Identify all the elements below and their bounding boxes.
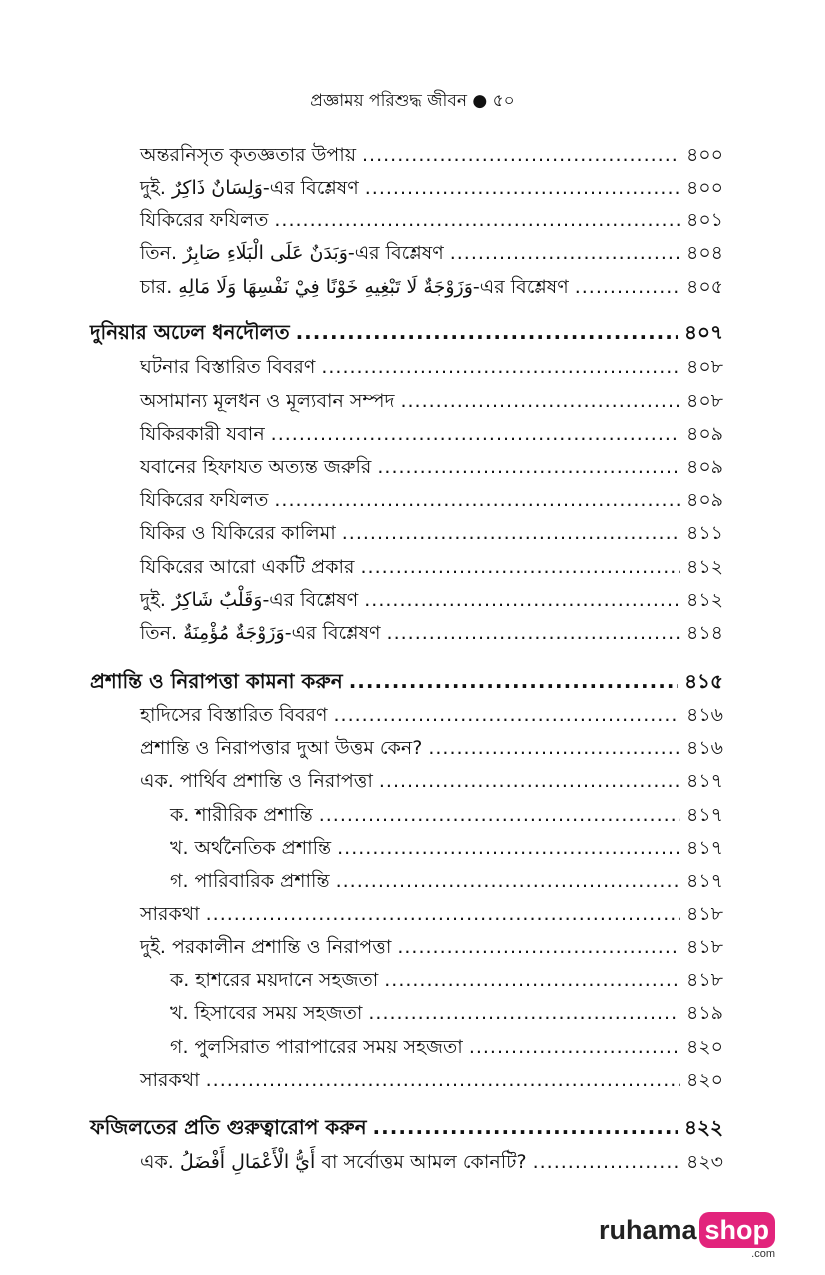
toc-entry-title: গ. পারিবারিক প্রশান্তি [170,870,330,892]
toc-entry-title: ফজিলতের প্রতি গুরুত্বারোপ করুন [90,1115,367,1139]
toc-page-number: ৪০৯ [685,456,723,478]
toc-entry-row [140,272,723,302]
toc-page-number: ৪১৮ [686,903,723,925]
toc-page-number: ৪১৮ [686,969,723,991]
toc-dot-leader [373,1112,678,1142]
toc-page-number: ৪০৪ [685,242,723,264]
toc-dot-leader [450,238,680,268]
toc-dot-leader [365,173,680,203]
toc-entry-row [170,833,723,863]
toc-dot-leader [342,518,680,548]
toc-entry-row [140,352,723,382]
toc-page-number: ৪২২ [684,1115,723,1139]
toc-dot-leader [296,317,678,347]
toc-entry-row [140,552,723,582]
toc-entry-row [170,800,723,830]
toc-entry-title: গ. পুলসিরাত পারাপারের সময় সহজতা [170,1036,463,1058]
toc-page-number: ৪১৭ [685,770,723,792]
toc-entry-row [170,1032,723,1062]
toc-entry-title: তিন. وَبَدَنٌ عَلَى الْبَلَاءِ صَابِرٌ-এর বিশ্লেষণ [140,242,444,264]
logo-text-ruhama: ruhama [598,1214,697,1245]
toc-dot-leader [361,552,680,582]
toc-entry-title: প্রশান্তি ও নিরাপত্তা কামনা করুন [90,669,343,693]
toc-dot-leader [379,766,680,796]
toc-entry-row [140,205,723,235]
toc-section-row [90,317,723,347]
toc-dot-leader [368,998,680,1028]
toc-page-number: ৪১৬ [685,737,723,759]
toc-entry-title: এক. أَيُّ الْأَعْمَالِ أَفْضَلُ বা সর্বোত্তম আমল কোনটি? [140,1151,527,1173]
toc-entry-row [140,585,723,615]
toc-dot-leader [384,965,680,995]
toc-entry-title: প্রশান্তি ও নিরাপত্তার দুআ উত্তম কেন? [140,737,423,759]
toc-entry-title: দুই. وَقَلْبٌ شَاكِرٌ-এর বিশ্লেষণ [140,589,359,611]
toc-page-number: ৪১১ [686,522,723,544]
toc-page-number: ৪০১ [685,209,723,231]
toc-entry-row [140,766,723,796]
toc-entry-title: যিকির ও যিকিরের কালিমা [140,522,336,544]
toc-entry-row [140,932,723,962]
toc-entry-row [140,1065,723,1095]
toc-page-number: ৪১৪ [686,622,723,644]
toc-dot-leader [274,485,680,515]
toc-section-row [90,666,723,696]
toc-section-row [90,1112,723,1142]
toc-entry-row [170,866,723,896]
toc-entry-title: দুই. وَلِسَانٌ ذَاكِرٌ-এর বিশ্লেষণ [140,177,359,199]
toc-page-number: ৪১৭ [685,837,723,859]
toc-entry-row [140,419,723,449]
toc-dot-leader [319,800,680,830]
toc-page-number: ৪০৭ [684,320,723,344]
toc-entry-title: এক. পার্থিব প্রশান্তি ও নিরাপত্তা [140,770,373,792]
toc-entry-row [140,518,723,548]
toc-page-number: ৪০৯ [685,489,723,511]
toc-entry-title: তিন. وَزَوْجَةٌ مُؤْمِنَةٌ-এর বিশ্লেষণ [140,622,381,644]
toc-entry-row [140,899,723,929]
toc-page-number: ৪১২ [685,589,723,611]
toc-dot-leader [387,618,680,648]
toc-dot-leader [206,899,680,929]
toc-entry-row [140,485,723,515]
toc-entry-title: খ. অর্থনৈতিক প্রশান্তি [170,837,332,859]
toc-page-number: ৪১২ [685,556,723,578]
toc-dot-leader [271,419,680,449]
toc-entry-title: চার. وَزَوْجَةٌ لَا تَبْغِيهِ خَوْنًا فِيْ نَفْسِهَا وَلَا مَالِهِ-এর বিশ্লেষণ [140,276,569,298]
toc-page-number: ৪০৫ [685,276,723,298]
toc-dot-leader [274,205,680,235]
toc-dot-leader [337,833,680,863]
publisher-logo [598,1212,775,1260]
toc-page-number: ৪১৮ [686,936,723,958]
toc-dot-leader [364,585,680,615]
toc-entry-title: খ. হিসাবের সময় সহজতা [170,1002,363,1024]
toc-dot-leader [336,866,680,896]
toc-entry-row [140,700,723,730]
toc-entry-title: সারকথা [140,1069,200,1091]
toc-entry-row [140,386,723,416]
toc-page-number: ৪০৯ [685,423,723,445]
toc-dot-leader [333,700,680,730]
toc-entry-row [170,965,723,995]
toc-page-number: ৪১৭ [685,870,723,892]
toc-entry-title: দুনিয়ার অঢেল ধনদৌলত [90,320,290,344]
toc-entry-title: অসামান্য মূলধন ও মূল্যবান সম্পদ [140,390,395,412]
logo-suffix: .com [751,1248,775,1260]
toc-dot-leader [349,666,678,696]
toc-page-number: ৪২৩ [685,1151,723,1173]
toc-dot-leader [575,272,680,302]
toc-dot-leader [321,352,680,382]
toc-entry-title: সারকথা [140,903,200,925]
toc-entry-title: যিকিরের ফযিলত [140,489,269,511]
logo-text-shop: shop [699,1212,776,1248]
toc-entry-row [140,733,723,763]
toc-entry-row [140,618,723,648]
toc-page-number: ৪০০ [685,177,723,199]
toc-entry-title: ক. শারীরিক প্রশান্তি [170,804,313,826]
toc-dot-leader [377,452,680,482]
toc-page-number: ৪১৬ [685,704,723,726]
toc-entry-row [170,998,723,1028]
toc-page-number: ৪২০ [685,1036,723,1058]
toc-entry-row [140,173,723,203]
toc-dot-leader [206,1065,680,1095]
toc-entry-title: ক. হাশরের ময়দানে সহজতা [170,969,379,991]
toc-entry-title: হাদিসের বিস্তারিত বিবরণ [140,704,328,726]
toc-page-number: ৪০০ [685,144,723,166]
toc-page-number: ৪০৮ [685,356,723,378]
toc-page-number: ৪০৮ [685,390,723,412]
toc-dot-leader [400,386,680,416]
toc-entry-title: যিকিরকারী যবান [140,423,265,445]
toc-page-number: ৪২০ [685,1069,723,1091]
toc-page-number: ৪১৭ [685,804,723,826]
toc-page-number: ৪১৯ [686,1002,723,1024]
toc-page-number: ৪১৫ [684,669,723,693]
toc-entry-title: অন্তরনিসৃত কৃতজ্ঞতার উপায় [140,144,357,166]
toc-dot-leader [469,1032,680,1062]
toc-entry-title: যিকিরের আরো একটি প্রকার [140,556,355,578]
toc-entry-title: যবানের হিফাযত অত্যন্ত জরুরি [140,456,372,478]
toc-entry-title: ঘটনার বিস্তারিত বিবরণ [140,356,316,378]
toc-dot-leader [533,1147,680,1177]
toc-entry-title: যিকিরের ফযিলত [140,209,269,231]
toc-dot-leader [397,932,680,962]
toc-entry-row [140,452,723,482]
toc-entry-title: দুই. পরকালীন প্রশান্তি ও নিরাপত্তা [140,936,392,958]
toc-entry-row [140,238,723,268]
toc-dot-leader [428,733,680,763]
toc-dot-leader [362,140,680,170]
toc-entry-row [140,1147,723,1177]
toc-entry-row [140,140,723,170]
page-header: প্রজ্ঞাময় পরিশুদ্ধ জীবন ● ৫০ [310,91,515,111]
